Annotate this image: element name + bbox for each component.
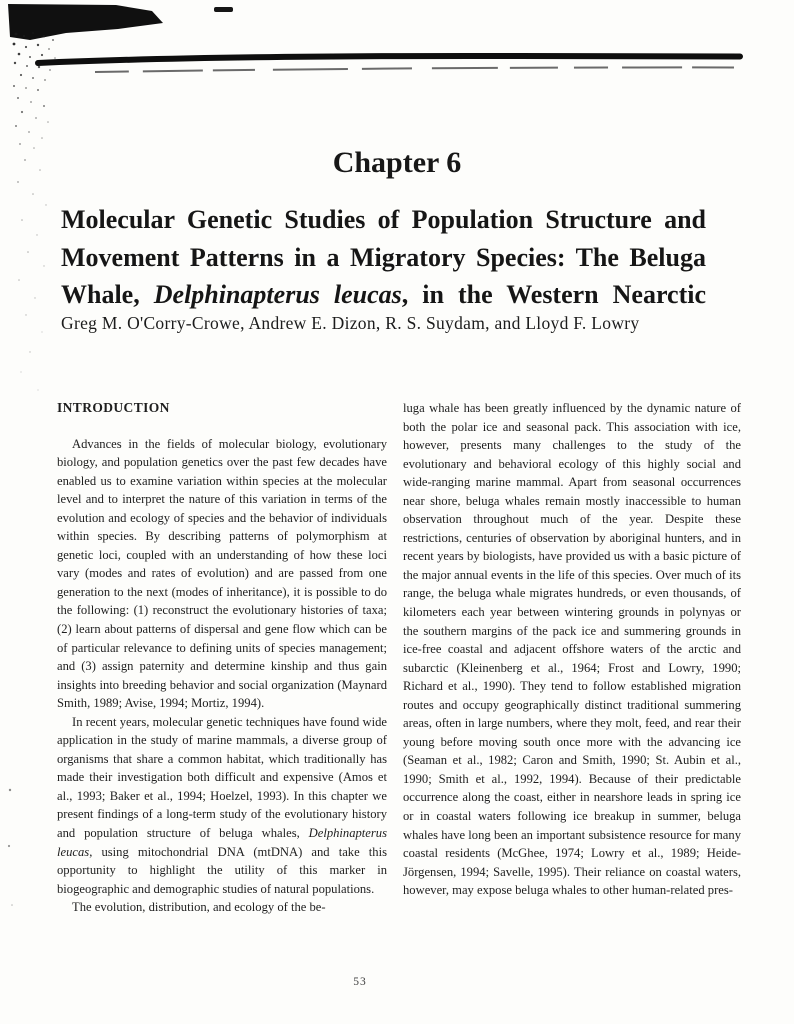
species-name-italic: Delphinapterus leucas [153, 280, 402, 309]
text-run: luga whale has been greatly influenced by the dynamic nature of both the polar ice and seasonal pack. This association with ice, however, presents many challenges to the study of the evolutionary and behavioral ecology of this highly social and wide-ranging marine mammal. Apart from seasonal occurrences near shore, beluga whales remain mostly inaccessible to human observation throughout much of the year. Despite these restrictions, centuries of observation by aboriginal hunters, and in recent years by biologists, have provided us with a basic picture of the major annual events in the life of this species. Over much of its range, the beluga whale migrates hundreds, or even thousands, of kilometers each year between wintering grounds in polynyas or the southern margins of the pack ice and summering grounds in ice-free coastal and adjacent offshore waters of the arctic and subarctic (Kleinenberg et al., 1964; Frost and Lowry, 1990; Richard et al., 1990). They tend to follow established migration routes and occupy geographically distinct traditional summering areas, often in large numbers, where they molt, feed, and rear their young before moving south once more with the advancing ice (Seaman et al., 1982; Caron and Smith, 1990; St. Aubin et al., 1990; Smith et al., 1992, 1994). Because of their predictable occurrence along the coast, either in nearshore leads in spring ice or in coastal waters following ice breakup in summer, beluga whales have long been an important subsistence resource for many coastal residents (McGhee, 1974; Lowry et al., 1989; Heide-Jörgensen, 1994; Savelle, 1995). Their reliance on coastal waters, however, may expose beluga whales to other human-related pres- [403, 401, 741, 898]
section-heading-introduction: INTRODUCTION [57, 400, 170, 415]
chapter-title-line-3 [61, 276, 706, 314]
text-run: The evolution, distribution, and ecology of the be- [72, 900, 326, 915]
paragraph-continuation [403, 399, 741, 900]
ink-blob [8, 4, 163, 40]
chapter-title-line-2 [61, 239, 706, 277]
text-run: Molecular Genetic Studies of Population Structure and [61, 205, 706, 234]
text-run: In recent years, molecular genetic techniques have found wide application in the study of marine mammals, a diverse group of organisms that share a common habitat, which traditionally has made their investigation both difficult and expensive (Amos et al., 1993; Baker et al., 1994; Hoelzel, 1993). In this chapter we present findings of a long-term study of the evolutionary history and population structure of beluga whales, [57, 714, 387, 841]
authors-line: Greg M. O'Corry-Crowe, Andrew E. Dizon, R. S. Suydam, and Lloyd F. Lowry [61, 313, 640, 333]
species-name-italic: Delphinapterus leucas [57, 826, 387, 859]
chapter-heading: Chapter 6 [332, 146, 462, 179]
paragraph-intro-3 [57, 898, 387, 917]
scan-rule-thick [38, 56, 740, 63]
paragraph-intro-2 [57, 713, 387, 898]
text-run: , using mitochondrial DNA (mtDNA) and take this opportunity to highlight the utility of this marker in biogeographic and demographic studies of natural populations. [57, 844, 387, 896]
ink-dash [214, 7, 233, 12]
left-column [57, 399, 387, 917]
text-run: Whale, [61, 280, 154, 309]
chapter-title [61, 201, 706, 314]
text-run: Movement Patterns in a Migratory Species: The Beluga [61, 242, 706, 272]
chapter-title-line-1 [61, 201, 706, 239]
right-column [403, 399, 741, 900]
text-run: Advances in the fields of molecular biology, evolutionary biology, and population genetics over the past few decades have enabled us to examine variation within species at the molecular level and to interpret the nature of this variation in terms of the evolution and ecology of species and the behavior of individuals within species. By describing patterns of polymorphism at genetic loci, coupled with an understanding of how these loci vary (modes and rates of evolution) and are passed from one generation to the next (modes of inheritance), it is possible to do the following: (1) reconstruct the evolutionary histories of taxa; (2) learn about patterns of dispersal and gene flow which can be of particular relevance to defining units of species management; and (3) assign paternity and determine kinship and thus gain insights into breeding behavior and social organization (Maynard Smith, 1989; Avise, 1994; Mortiz, 1994). [57, 436, 387, 711]
page-number: 53 [353, 976, 367, 988]
scan-rule-thin [95, 67, 735, 72]
paragraph-intro-1 [57, 435, 387, 713]
text-run: , in the Western Nearctic [401, 280, 706, 309]
